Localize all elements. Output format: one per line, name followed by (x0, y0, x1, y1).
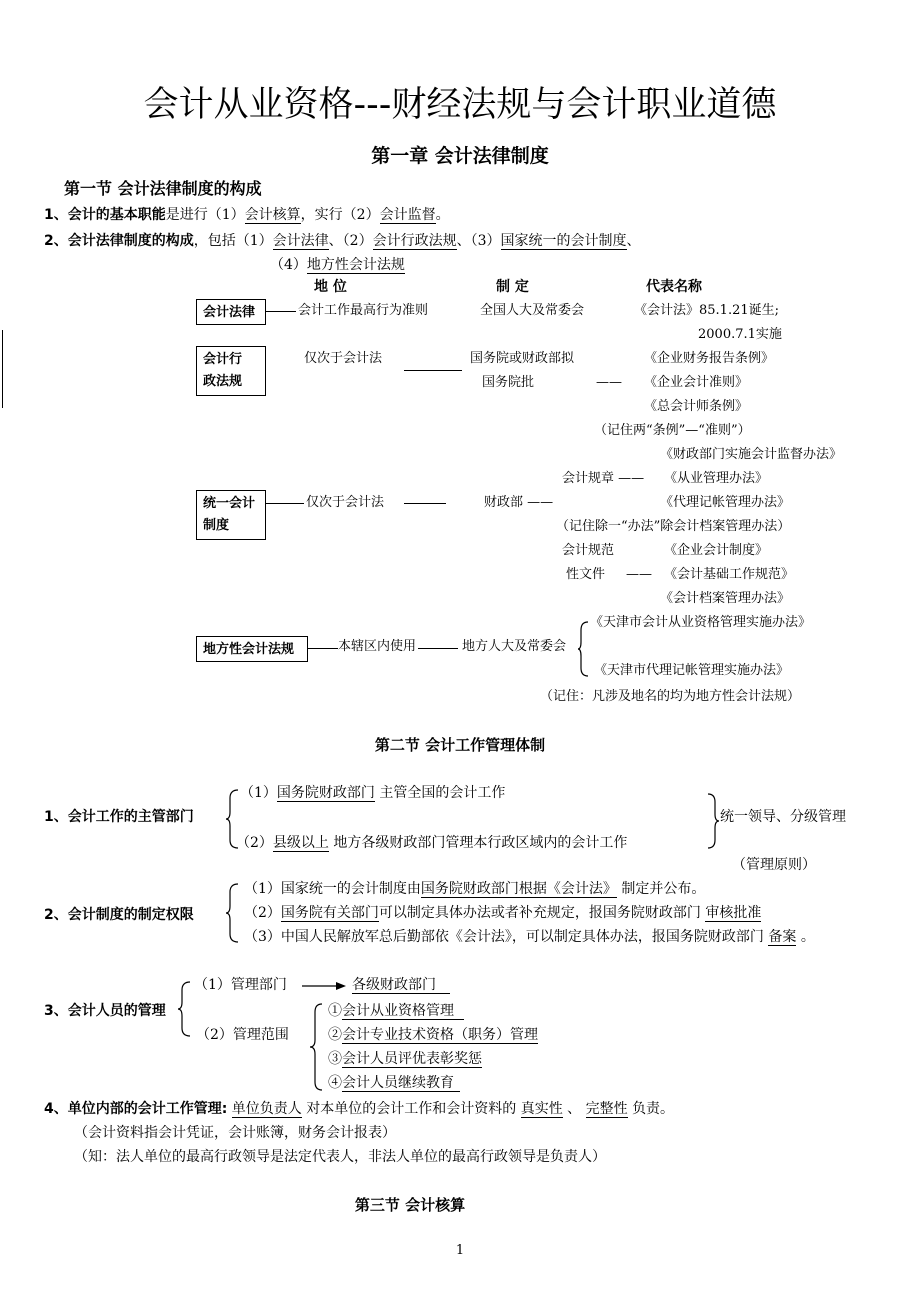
admin-maker2: 国务院批 (482, 375, 535, 390)
s1-item2-cont: （4）地方性会计法规 (270, 257, 405, 273)
s2-item1-line2: （2）县级以上 地方各级财政部门管理本行政区域内的会计工作 (236, 835, 628, 851)
s2-item3-s3: ③会计人员评优表彰奖惩 (328, 1051, 482, 1067)
local-rep1: 《天津市会计从业资格管理实施办法》 (590, 615, 812, 630)
box-admin-regulations: 会计行 政法规 (196, 346, 266, 396)
s2-item1-right: 统一领导、分级管理 (720, 809, 846, 825)
connector (266, 311, 296, 312)
s2-item3-p2: （2）管理范围 (196, 1027, 289, 1043)
box-unified-system: 统一会计 制度 (196, 490, 266, 540)
unified-g2-rep1: 《企业会计制度》 (664, 543, 769, 558)
connector (308, 648, 338, 649)
section2-heading: 第二节 会计工作管理体制 (374, 736, 546, 754)
page-title: 会计从业资格---财经法规与会计职业道德 (143, 85, 777, 125)
s2-item1-note: （管理原则） (732, 857, 816, 873)
box-local-regulations: 地方性会计法规 (196, 636, 308, 662)
admin-maker1: 国务院或财政部拟 (470, 351, 575, 366)
margin-mark (2, 330, 3, 408)
hdr-maker: 制 定 (496, 279, 529, 295)
connector (266, 503, 304, 504)
unified-rep-top: 《财政部门实施会计监督办法》 (660, 447, 843, 462)
local-maker: 地方人大及常委会 (462, 639, 567, 654)
s2-item1-line1: （1）国务院财政部门 主管全国的会计工作 (240, 785, 506, 801)
admin-rep3: 《总会计师条例》 (644, 399, 749, 414)
unified-maker: 财政部 —— (484, 495, 554, 510)
s2-item1-label: 1、会计工作的主管部门 (44, 809, 194, 825)
unified-g2-rep2: 《会计基础工作规范》 (664, 567, 795, 582)
admin-position: 仅次于会计法 (304, 351, 383, 366)
connector (418, 648, 458, 649)
unified-g2-l1: 会计规范 (562, 543, 615, 558)
admin-rep1: 《企业财务报告条例》 (644, 351, 775, 366)
chapter-title: 第一章 会计法律制度 (371, 145, 549, 167)
unified-g2-rep3: 《会计档案管理办法》 (660, 591, 791, 606)
unified-g2-dash: —— (626, 567, 652, 582)
connector (404, 370, 462, 371)
s2-item1-right-brace (706, 792, 720, 850)
hdr-rep: 代表名称 (646, 279, 702, 295)
connector (404, 503, 446, 504)
s2-item3-s1: ①会计从业资格管理 (328, 1002, 464, 1020)
s2-item3-sub-brace (310, 1002, 324, 1092)
section3-heading: 第三节 会计核算 (354, 1196, 466, 1214)
box-accounting-law: 会计法律 (196, 299, 266, 325)
law-position: 会计工作最高行为准则 (298, 303, 429, 318)
s2-item3-p1: （1）管理部门 (194, 977, 287, 993)
s2-item3-brace (178, 980, 192, 1038)
hdr-position: 地 位 (314, 279, 347, 295)
s1-item2: 2、会计法律制度的构成，包括（1）会计法律、（2）会计行政法规、（3）国家统一的会计制度、 (44, 233, 641, 249)
local-note: （记住：凡涉及地名的均为地方性会计法规） (540, 689, 801, 704)
unified-g1-rep1: 《从业管理办法》 (664, 471, 769, 486)
admin-dash: —— (596, 375, 622, 390)
arrow-icon (302, 980, 348, 992)
s2-item3-label: 3、会计人员的管理 (44, 1003, 166, 1019)
admin-rep2: 《企业会计准则》 (644, 375, 749, 390)
unified-position: 仅次于会计法 (306, 495, 385, 510)
s2-item4-note2: （知：法人单位的最高行政领导是法定代表人，非法人单位的最高行政领导是负责人） (74, 1149, 606, 1165)
section1-heading: 第一节 会计法律制度的构成 (64, 179, 262, 198)
local-rep2: 《天津市代理记帐管理实施办法》 (594, 663, 790, 678)
local-brace (578, 620, 592, 678)
unified-note: （记住除一“办法”除会计档案管理办法） (556, 519, 791, 534)
s2-item4: 4、单位内部的会计工作管理: 单位负责人 对本单位的会计工作和会计资料的 真实性 、 完整性 负责。 (44, 1101, 675, 1117)
s2-item3-s2: ②会计专业技术资格（职务）管理 (328, 1027, 538, 1043)
s2-item4-note1: （会计资料指会计凭证，会计账簿，财务会计报表） (74, 1125, 396, 1141)
law-rep1: 《会计法》85.1.21诞生; (634, 303, 779, 318)
s2-item3-s4: ④会计人员继续教育 (328, 1074, 460, 1092)
s2-item2-label: 2、会计制度的制定权限 (44, 907, 194, 923)
unified-g1-rep2: 《代理记帐管理办法》 (660, 495, 791, 510)
unified-g2-l2: 性文件 (566, 567, 606, 582)
law-rep2: 2000.7.1实施 (698, 327, 782, 342)
page-number: 1 (455, 1243, 465, 1258)
law-maker: 全国人大及常委会 (480, 303, 585, 318)
s2-item2-line1: （1）国家统一的会计制度由国务院财政部门根据《会计法》 制定并公布。 (244, 881, 706, 897)
s2-item2-line2: （2）国务院有关部门可以制定具体办法或者补充规定，报国务院财政部门 审核批准 (244, 905, 762, 921)
s2-item3-p1r: 各级财政部门 (352, 976, 450, 994)
s2-item2-line3: （3）中国人民解放军总后勤部依《会计法》，可以制定具体办法，报国务院财政部门 备案 。 (244, 929, 815, 945)
s2-item2-brace (226, 882, 240, 944)
admin-note: （记住两“条例”—“准则”） (594, 423, 751, 438)
unified-g1-label: 会计规章 —— (562, 471, 645, 486)
local-position: 本辖区内使用 (338, 639, 417, 654)
s1-item1: 1、会计的基本职能是进行（1）会计核算，实行（2）会计监督。 (44, 207, 450, 223)
